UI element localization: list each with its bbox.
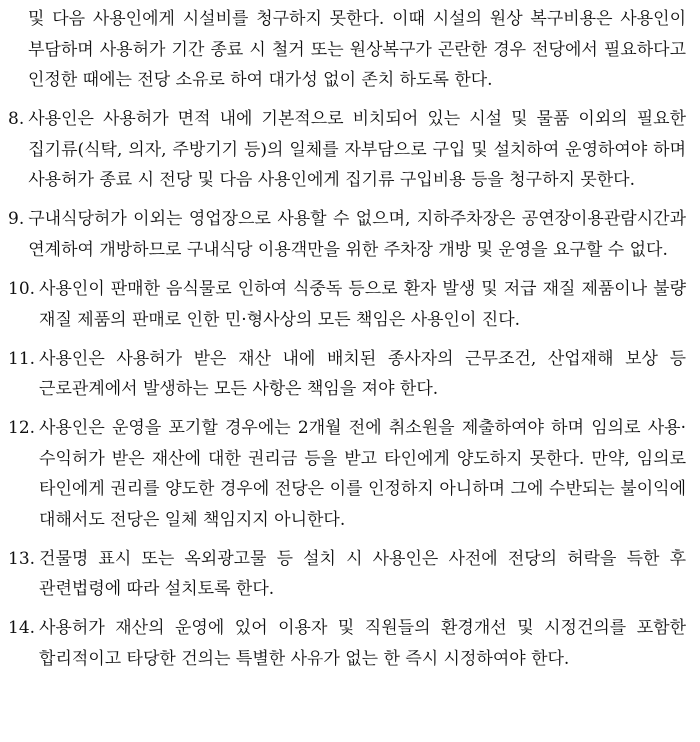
clause-number: 10. xyxy=(8,278,36,299)
clause-number: 14. xyxy=(8,618,36,639)
clause-text: 및 다음 사용인에게 시설비를 청구하지 못한다. 이때 시설의 원상 복구비용은 사용인이 부담하며 사용허가 기간 종료 시 철거 또는 원상복구가 곤란한 경우 전당에서 필요하다고 인정한 때에는 전당 소유로 하여 대가성 없이 존치 하도록 한다. xyxy=(28,9,686,91)
clause-number: 12. xyxy=(8,418,36,439)
clause-9 xyxy=(8,204,686,265)
clause-text: 건물명 표시 또는 옥외광고물 등 설치 시 사용인은 사전에 전당의 허락을 득한 후 관련법령에 따라 설치토록 한다. xyxy=(39,548,686,600)
clause-10 xyxy=(8,274,686,335)
clause-number: 8. xyxy=(8,109,25,130)
clause-11 xyxy=(8,344,686,405)
clause-text: 사용인이 판매한 음식물로 인하여 식중독 등으로 환자 발생 및 저급 재질 제품이나 불량 재질 제품의 판매로 인한 민·형사상의 모든 책임은 사용인이 진다. xyxy=(39,278,686,330)
clause-text: 사용인은 운영을 포기할 경우에는 2개월 전에 취소원을 제출하여야 하며 임의로 사용·수익허가 받은 재산에 대한 권리금 등을 받고 타인에게 양도하지 못한다. 만약, 임의로 타인에게 권리를 양도한 경우에 전당은 이를 인정하지 아니하며 그에 수반되는 불이익에 대해서도 전당은 일체 책임지지 아니한다. xyxy=(39,418,686,530)
clause-14 xyxy=(8,613,686,674)
clause-text: 사용인은 사용허가 받은 재산 내에 배치된 종사자의 근무조건, 산업재해 보상 등 근로관계에서 발생하는 모든 사항은 책임을 져야 한다. xyxy=(39,348,686,400)
clause-number: 9. xyxy=(8,209,25,230)
clause-text: 구내식당허가 이외는 영업장으로 사용할 수 없으며, 지하주차장은 공연장이용관람시간과 연계하여 개방하므로 구내식당 이용객만을 위한 주차장 개방 및 운영을 요구할 수 없다. xyxy=(28,209,686,260)
clause-8 xyxy=(8,104,686,196)
clause-number xyxy=(8,4,28,96)
clause-continuation xyxy=(8,4,686,96)
clause-text: 사용인은 사용허가 면적 내에 기본적으로 비치되어 있는 시설 및 물품 이외의 필요한 집기류(식탁, 의자, 주방기기 등)의 일체를 자부담으로 구입 및 설치하여 운영하여야 하며 사용허가 종료 시 전당 및 다음 사용인에게 집기류 구입비용 등을 청구하지 못한다. xyxy=(28,109,686,191)
clause-13 xyxy=(8,544,686,605)
clause-number: 13. xyxy=(8,548,36,569)
clause-12 xyxy=(8,413,686,535)
clause-text: 사용허가 재산의 운영에 있어 이용자 및 직원들의 환경개선 및 시정건의를 포함한 합리적이고 타당한 건의는 특별한 사유가 없는 한 즉시 시정하여야 한다. xyxy=(39,618,686,670)
clause-number: 11. xyxy=(8,348,36,369)
